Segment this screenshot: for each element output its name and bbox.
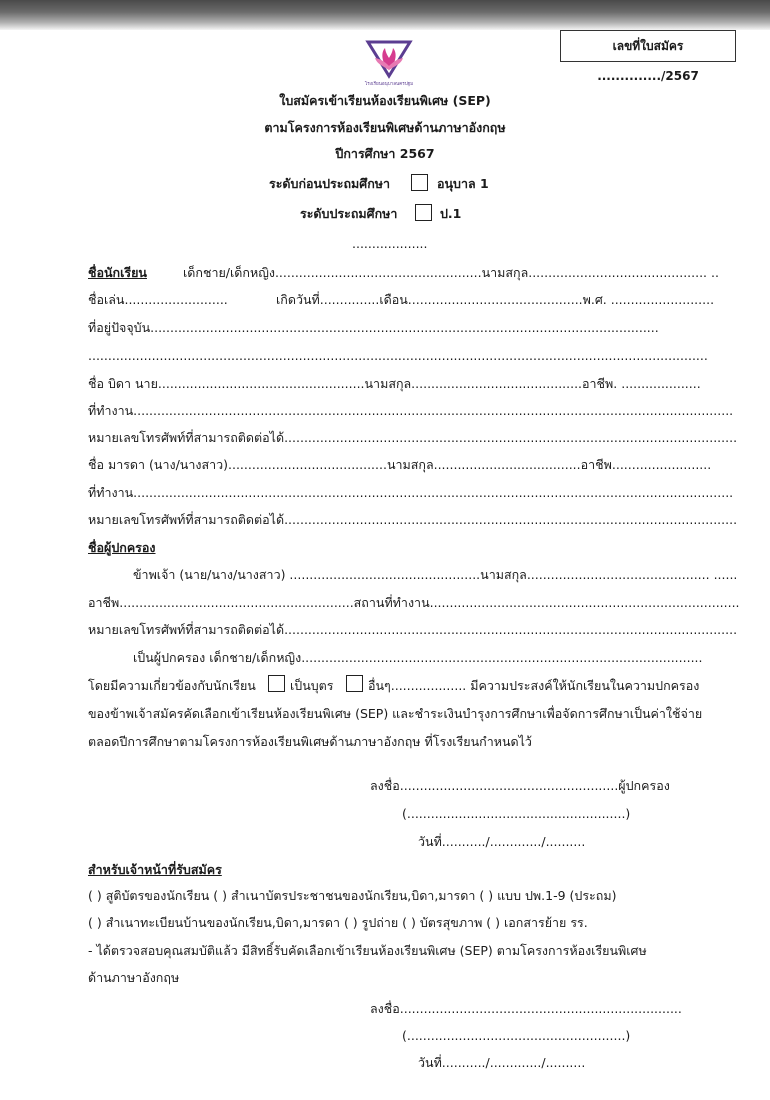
- officer-verify-line-2: ด้านภาษาอังกฤษ: [88, 970, 180, 985]
- student-heading: ชื่อนักเรียน: [88, 265, 147, 280]
- declaration-line-3: ตลอดปีการศึกษาตามโครงการห้องเรียนพิเศษด้านภาษาอังกฤษ ที่โรงเรียนกำหนดไว้: [88, 734, 532, 749]
- officer-printed-name-field[interactable]: (.......................................................): [402, 1028, 631, 1043]
- mother-workplace-field[interactable]: ที่ทำงาน.......................................................................................................................................................: [88, 485, 734, 500]
- guardian-phone-field[interactable]: หมายเลขโทรศัพท์ที่สามารถติดต่อได้..................................................................................................................: [88, 622, 738, 637]
- address-field-2[interactable]: ............................................................................................................................................................: [88, 348, 708, 363]
- father-workplace-field[interactable]: ที่ทำงาน.......................................................................................................................................................: [88, 403, 734, 418]
- officer-heading: สำหรับเจ้าหน้าที่รับสมัคร: [88, 862, 222, 877]
- logo-text: โรงเรียนอนุบาลนครปฐม: [364, 82, 414, 87]
- application-number-box: เลขที่ใบสมัคร ............../2567: [560, 30, 736, 62]
- student-name-field[interactable]: เด็กชาย/เด็กหญิง....................................................นามสกุล............................................. ..: [183, 265, 719, 280]
- level-primary-checkbox[interactable]: [415, 204, 432, 221]
- nickname-field[interactable]: ชื่อเล่น..........................: [88, 292, 228, 307]
- declaration-line-2: ของข้าพเจ้าสมัครคัดเลือกเข้าเรียนห้องเรียนพิเศษ (SEP) และชำระเงินบำรุงการศึกษาเพื่อจัดการศึกษาเป็นค่าใช้จ่าย: [88, 706, 703, 721]
- relationship-other-field[interactable]: อื่นๆ................... มีความประสงค์ให้นักเรียนในความปกครอง: [368, 678, 700, 693]
- level-preprimary-checkbox[interactable]: [411, 174, 428, 191]
- level-preprimary-label: ระดับก่อนประถมศึกษา: [269, 176, 391, 191]
- officer-verify-line-1: - ได้ตรวจสอบคุณสมบัติแล้ว มีสิทธิ์รับคัดเลือกเข้าเรียนห้องเรียนพิเศษ (SEP) ตามโครงการห้องเรียนพิเศษ: [88, 943, 647, 958]
- form-subtitle: ตามโครงการห้องเรียนพิเศษด้านภาษาอังกฤษ: [264, 120, 506, 135]
- officer-sign-date-field[interactable]: วันที่.........../............./..........: [418, 1055, 586, 1070]
- school-logo: [359, 40, 419, 90]
- level-preprimary-value: อนุบาล 1: [437, 176, 489, 191]
- guardian-sign-date-field[interactable]: วันที่.........../............./..........: [418, 834, 586, 849]
- relationship-child-checkbox[interactable]: [268, 675, 285, 692]
- address-field[interactable]: ที่อยู่ปัจจุบัน................................................................................................................................: [88, 320, 659, 335]
- relationship-label: โดยมีความเกี่ยวข้องกับนักเรียน: [88, 678, 256, 693]
- guardian-signature-field[interactable]: ลงชื่อ.......................................................ผู้ปกครอง: [370, 778, 670, 793]
- father-phone-field[interactable]: หมายเลขโทรศัพท์ที่สามารถติดต่อได้..................................................................................................................: [88, 430, 738, 445]
- level-primary-label: ระดับประถมศึกษา: [300, 206, 398, 221]
- form-title: ใบสมัครเข้าเรียนห้องเรียนพิเศษ (SEP): [279, 93, 491, 108]
- mother-phone-field[interactable]: หมายเลขโทรศัพท์ที่สามารถติดต่อได้..................................................................................................................: [88, 512, 738, 527]
- mother-name-field[interactable]: ชื่อ มารดา (นาง/นางสาว)........................................นามสกุล.....................................อาชีพ.........................: [88, 457, 712, 472]
- father-name-field[interactable]: ชื่อ บิดา นาย....................................................นามสกุล...........................................อาชีพ. ....................: [88, 376, 701, 391]
- viewer-top-bar: [0, 0, 770, 30]
- guardian-heading: ชื่อผู้ปกครอง: [88, 540, 156, 555]
- level-primary-value: ป.1: [440, 206, 462, 221]
- officer-docs-line-2[interactable]: ( ) สำเนาทะเบียนบ้านของนักเรียน,บิดา,มารดา ( ) รูปถ่าย ( ) บัตรสุขภาพ ( ) เอกสารย้าย รร.: [88, 915, 588, 930]
- guardian-occupation-field[interactable]: อาชีพ...........................................................สถานที่ทำงาน..............................................................................: [88, 595, 740, 610]
- guardian-name-field[interactable]: ข้าพเจ้า (นาย/นาง/นางสาว) ................................................นามสกุล.............................................. ......: [133, 567, 738, 582]
- relationship-child-label: เป็นบุตร: [290, 678, 334, 693]
- relationship-other-checkbox[interactable]: [346, 675, 363, 692]
- academic-year: ปีการศึกษา 2567: [335, 146, 435, 161]
- officer-signature-field[interactable]: ลงชื่อ.......................................................................: [370, 1001, 682, 1016]
- officer-docs-line-1[interactable]: ( ) สูติบัตรของนักเรียน ( ) สำเนาบัตรประชาชนของนักเรียน,บิดา,มารดา ( ) แบบ ปพ.1-9 (ประถม): [88, 888, 617, 903]
- guardian-printed-name-field[interactable]: (.......................................................): [402, 806, 631, 821]
- birthdate-field[interactable]: เกิดวันที่...............เดือน............................................พ.ศ. ..........................: [276, 292, 715, 307]
- guardian-child-field[interactable]: เป็นผู้ปกครอง เด็กชาย/เด็กหญิง.....................................................................................................: [133, 650, 703, 665]
- dotted-line: ...................: [352, 236, 428, 251]
